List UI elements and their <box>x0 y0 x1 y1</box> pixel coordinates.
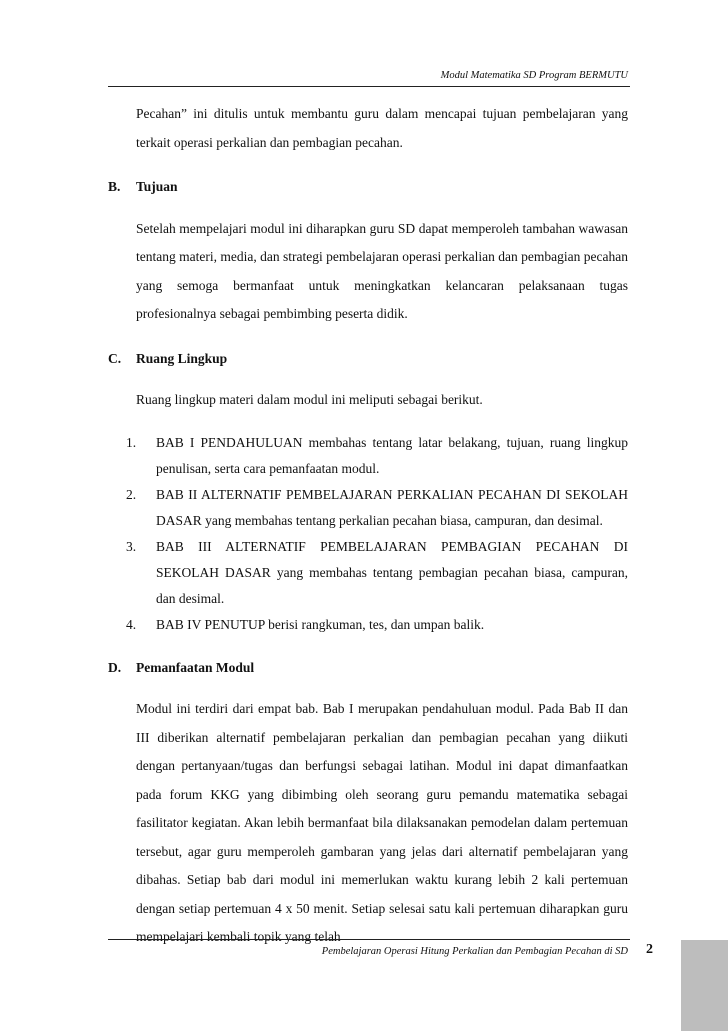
chapter-list <box>108 430 628 638</box>
section-heading-pemanfaatan <box>108 654 628 683</box>
page-tab-marker <box>681 940 728 1031</box>
list-text: BAB I PENDAHULUAN membahas tentang latar belakang, tujuan, ruang lingkup penulisan, serta cara pemanfaatan modul. <box>156 434 628 476</box>
page-content <box>108 100 628 952</box>
list-number: 1. <box>126 434 137 450</box>
list-item <box>108 430 628 482</box>
list-text: BAB III ALTERNATIF PEMBELAJARAN PEMBAGIAN PECAHAN DI SEKOLAH DASAR yang membahas tentang pembagian pecahan biasa, campuran, dan desimal. <box>156 538 628 606</box>
list-number: 3. <box>126 538 137 554</box>
list-item <box>108 612 628 638</box>
list-number: 4. <box>126 616 137 632</box>
list-item <box>108 534 628 612</box>
list-text: BAB II ALTERNATIF PEMBELAJARAN PERKALIAN PECAHAN DI SEKOLAH DASAR yang membahas tentang perkalian pecahan biasa, campuran, dan desimal. <box>156 486 628 528</box>
ruang-lingkup-paragraph: Ruang lingkup materi dalam modul ini meliputi sebagai berikut. <box>136 392 483 407</box>
running-footer: Pembelajaran Operasi Hitung Perkalian dan Pembagian Pecahan di SD <box>321 946 628 957</box>
section-heading-tujuan <box>108 173 628 202</box>
running-header: Modul Matematika SD Program BERMUTU <box>440 70 628 81</box>
tujuan-paragraph: Setelah mempelajari modul ini diharapkan guru SD dapat memperoleh tambahan wawasan tentang materi, media, dan strategi pembelajaran operasi perkalian dan pembagian pecahan yang semoga bermanfaat untuk meningkatkan kelancaran pelaksanaan tugas profesionalnya sebagai pembimbing peserta didik. <box>136 220 628 321</box>
section-title: Ruang Lingkup <box>136 350 228 366</box>
list-number: 2. <box>126 486 137 502</box>
header-rule <box>108 86 630 87</box>
section-heading-ruang-lingkup <box>108 345 628 374</box>
list-text: BAB IV PENUTUP berisi rangkuman, tes, dan umpan balik. <box>156 616 485 632</box>
intro-paragraph: Pecahan” ini ditulis untuk membantu guru dalam mencapai tujuan pembelajaran yang terkait operasi perkalian dan pembagian pecahan. <box>136 106 628 150</box>
pemanfaatan-paragraph: Modul ini terdiri dari empat bab. Bab I merupakan pendahuluan modul. Pada Bab II dan III diberikan alternatif pembelajaran perkalian dan pembagian pecahan yang diikuti dengan pertanyaan/tugas dan berfungsi sebagai latihan. Modul ini dapat dimanfaatkan pada forum KKG yang dibimbing oleh seorang guru pemandu matematika sebagai fasilitator kegiatan. Akan lebih bermanfaat bila dilaksanakan pemodelan dalam pertemuan tersebut, agar guru memperoleh gambaran yang jelas dari alternatif pembelajaran yang dibahas. Setiap bab dari modul ini memerlukan waktu kurang lebih 2 kali pertemuan dengan setiap pertemuan 4 x 50 menit. Setiap selesai satu kali pertemuan diharapkan guru mempelajari kembali topik yang telah <box>136 701 628 944</box>
section-letter: B. <box>108 179 121 194</box>
list-item <box>108 482 628 534</box>
section-title: Tujuan <box>136 179 178 194</box>
section-letter: C. <box>108 350 122 366</box>
page-number: 2 <box>646 942 653 957</box>
section-letter: D. <box>108 659 122 675</box>
section-title: Pemanfaatan Modul <box>136 659 255 675</box>
footer-rule <box>108 939 630 940</box>
